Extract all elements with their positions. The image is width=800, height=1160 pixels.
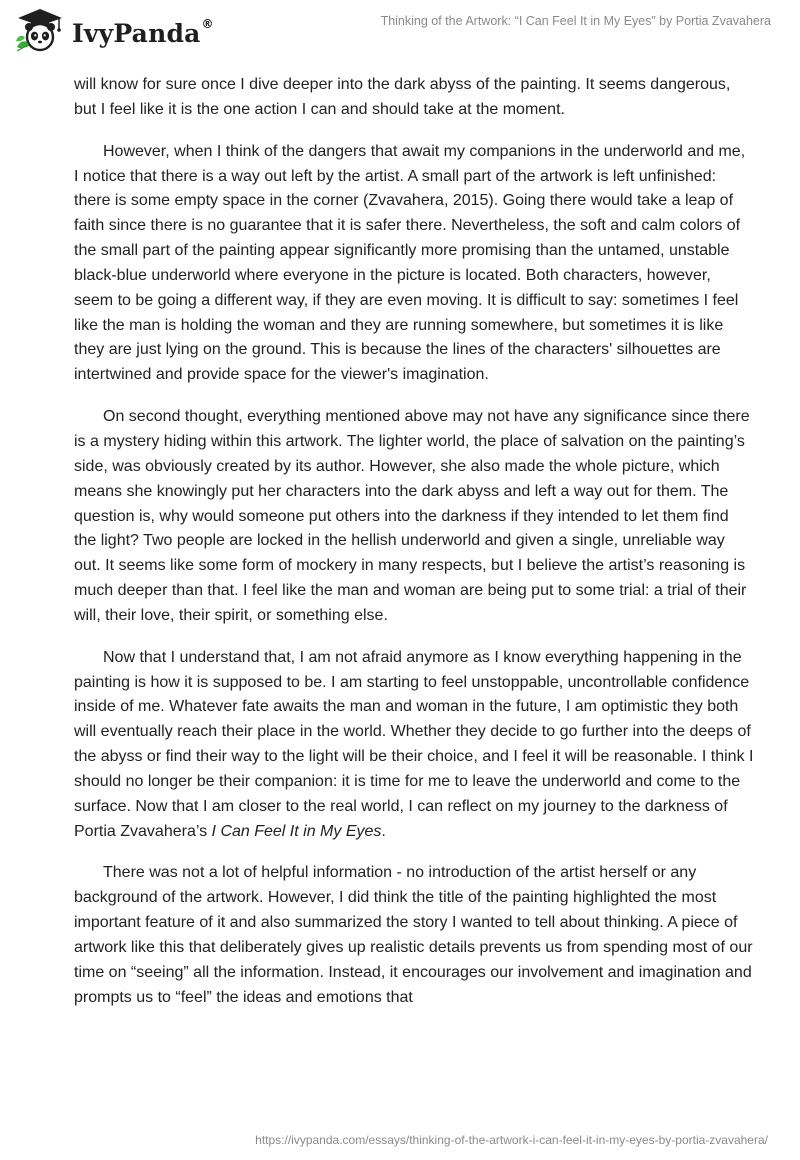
page-header <box>0 0 800 60</box>
essay-body <box>74 73 754 1011</box>
source-url[interactable]: https://ivypanda.com/essays/thinking-of-the-artwork-i-can-feel-it-in-my-eyes-by-portia-zvavahera/ <box>255 1133 768 1147</box>
paragraph-4-text: Now that I understand that, I am not afraid anymore as I know everything happening in the painting is how it is supposed to be. I am starting to feel unstoppable, uncontrollable confidence inside of me. Whatever fate awaits the man and woman in the future, I am optimistic they both will eventually reach their place in the world. Whether they decide to go further into the deeps of the abyss or find their way to the light will be their choice, and I feel it will be reasonable. I think I should no longer be their companion: it is time for me to leave the underworld and come to the surface. Now that I am closer to the real world, I can reflect on my journey to the darkness of Portia Zvavahera’s <box>74 648 754 840</box>
artwork-title: I Can Feel It in My Eyes <box>211 822 382 840</box>
paragraph-2: However, when I think of the dangers that await my companions in the underworld and me, I notice that there is a way out left by the artist. A small part of the artwork is left unfinished: there is some empty space in the corner (Zvavahera, 2015). Going there would take a leap of faith since there is no guarantee that it is safer there. Nevertheless, the soft and calm colors of the small part of the painting appear significantly more promising than the untamed, unstable black-blue underworld where everyone in the picture is located. Both characters, however, seem to be going a different way, if they are even moving. It is difficult to say: sometimes I feel like the man is holding the woman and they are running somewhere, but sometimes it is like they are just lying on the ground. This is because the lines of the characters' silhouettes are intertwined and provide space for the viewer's imagination. <box>74 142 746 384</box>
registered-mark: ® <box>201 16 214 31</box>
brand-logo[interactable] <box>14 7 214 53</box>
brand-name: IvyPanda® <box>72 16 214 48</box>
paragraph-1: will know for sure once I dive deeper into the dark abyss of the painting. It seems dangerous, but I feel like it is the one action I can and should take at the moment. <box>74 76 731 118</box>
paragraph-3: On second thought, everything mentioned above may not have any significance since there is a mystery hiding within this artwork. The lighter world, the place of salvation on the painting’s side, was obviously created by its author. However, she also made the whole picture, which means she knowingly put her characters into the dark abyss and left a way out for them. The question is, why would someone put others into the darkness if they intended to let them find the light? Two people are locked in the hellish underworld and given a single, unreliable way out. It seems like some form of mockery in many respects, but I believe the artist’s reasoning is much deeper than that. I feel like the man and woman are being put to some trial: a trial of their will, their love, their spirit, or something else. <box>74 408 750 624</box>
document-title: Thinking of the Artwork: “I Can Feel It in My Eyes” by Portia Zvavahera <box>380 14 771 28</box>
paragraph-4-end: . <box>381 822 386 840</box>
paragraph-4 <box>74 646 754 845</box>
paragraph-5: There was not a lot of helpful information - no introduction of the artist herself or any background of the artwork. However, I did think the title of the painting highlighted the most important feature of it and also summarized the story I wanted to tell about thinking. A piece of artwork like this that deliberately gives up realistic details prevents us from spending most of our time on “seeing” all the information. Instead, it encourages our involvement and imagination and prompts us to “feel” the ideas and emotions that <box>74 864 753 1006</box>
panda-graduation-cap-icon <box>14 7 66 53</box>
